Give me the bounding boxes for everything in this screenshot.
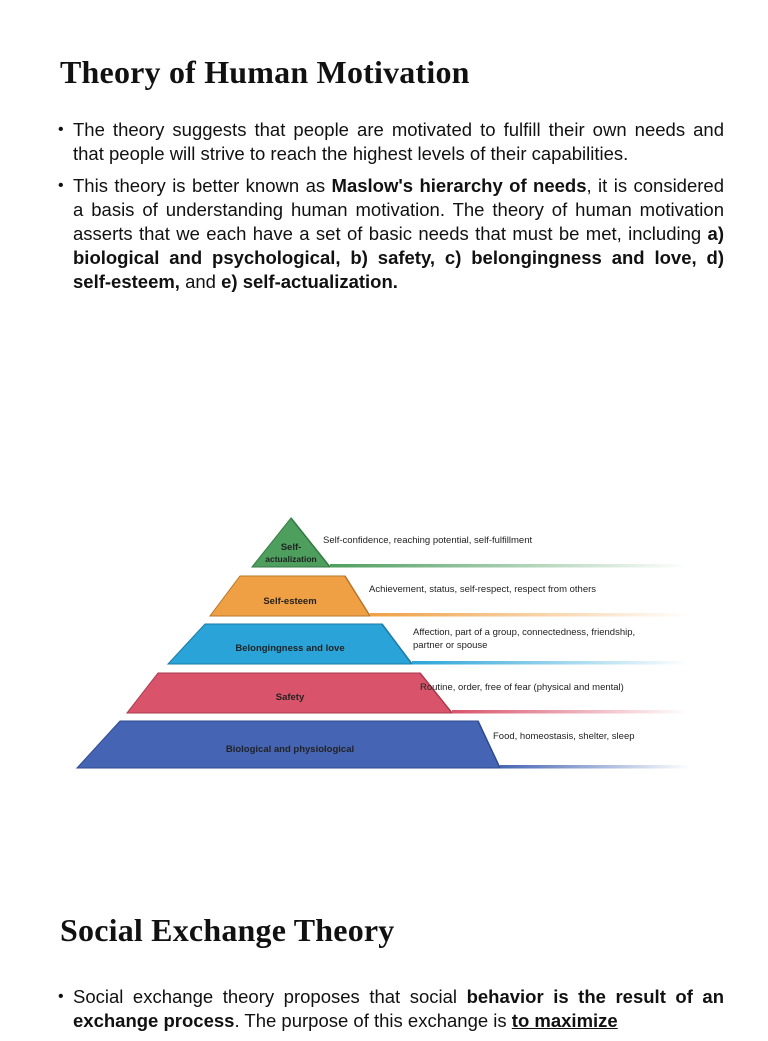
level-label: Biological and physiological xyxy=(225,744,355,755)
bullet-text: and xyxy=(179,271,222,292)
bullet-text: , it is considered a basis of understanding human motivation. The theory of human motivation asserts that we each have a set of basic needs that must be met, including xyxy=(73,175,724,244)
level-label: Belongingness and love xyxy=(235,643,345,654)
level-description: partner or spouse xyxy=(413,640,488,651)
bullet-list xyxy=(56,118,724,302)
level-label: Self- xyxy=(280,542,302,553)
connector-bar xyxy=(412,661,688,665)
bullet-item xyxy=(56,985,724,1033)
pyramid-level-belongingness xyxy=(168,624,688,665)
level-label: actualization xyxy=(265,554,317,564)
connector-bar xyxy=(370,613,688,617)
bold-text: behavior is the result of an exchange process xyxy=(73,986,724,1031)
level-description: Routine, order, free of fear (physical and mental) xyxy=(420,682,624,693)
bullet-text: Social exchange theory proposes that social xyxy=(73,986,467,1007)
section-title: Social Exchange Theory xyxy=(60,912,395,948)
bold-text: to maximize xyxy=(511,1010,618,1031)
pyramid-level-safety xyxy=(127,673,688,714)
level-description: Food, homeostasis, shelter, sleep xyxy=(493,731,635,742)
connector-bar xyxy=(452,710,688,714)
bullet-text: This theory is better known as xyxy=(73,175,332,196)
section-title: Theory of Human Motivation xyxy=(60,54,470,90)
level-description: Achievement, status, self-respect, respect from others xyxy=(369,584,597,595)
bold-text: Maslow's hierarchy of needs xyxy=(331,175,587,196)
pyramid-level-biological xyxy=(77,721,690,769)
pyramid-level-self-esteem xyxy=(210,576,688,617)
bullet-text: . The purpose of this exchange is xyxy=(234,1010,512,1031)
connector-bar xyxy=(330,564,688,568)
level-label: Self-esteem xyxy=(263,596,317,607)
maslow-pyramid-diagram xyxy=(0,500,768,790)
bullet-list xyxy=(56,985,724,1041)
bullet-item xyxy=(56,118,724,166)
bold-text: a) biological and psychological, b) safety, c) belongingness and love, d) self-esteem, xyxy=(73,223,724,292)
bold-text: e) self-actualization. xyxy=(221,271,398,292)
bullet-text: The theory suggests that people are motivated to fulfill their own needs and that people will strive to reach the highest levels of their capabilities. xyxy=(73,119,724,164)
level-description: Self-confidence, reaching potential, self-fulfillment xyxy=(323,535,533,546)
level-description: Affection, part of a group, connectedness, friendship, xyxy=(413,627,636,638)
connector-bar xyxy=(500,765,690,769)
pyramid-level-self-actualization xyxy=(252,518,688,568)
level-label: Safety xyxy=(275,692,305,703)
bullet-item xyxy=(56,174,724,294)
